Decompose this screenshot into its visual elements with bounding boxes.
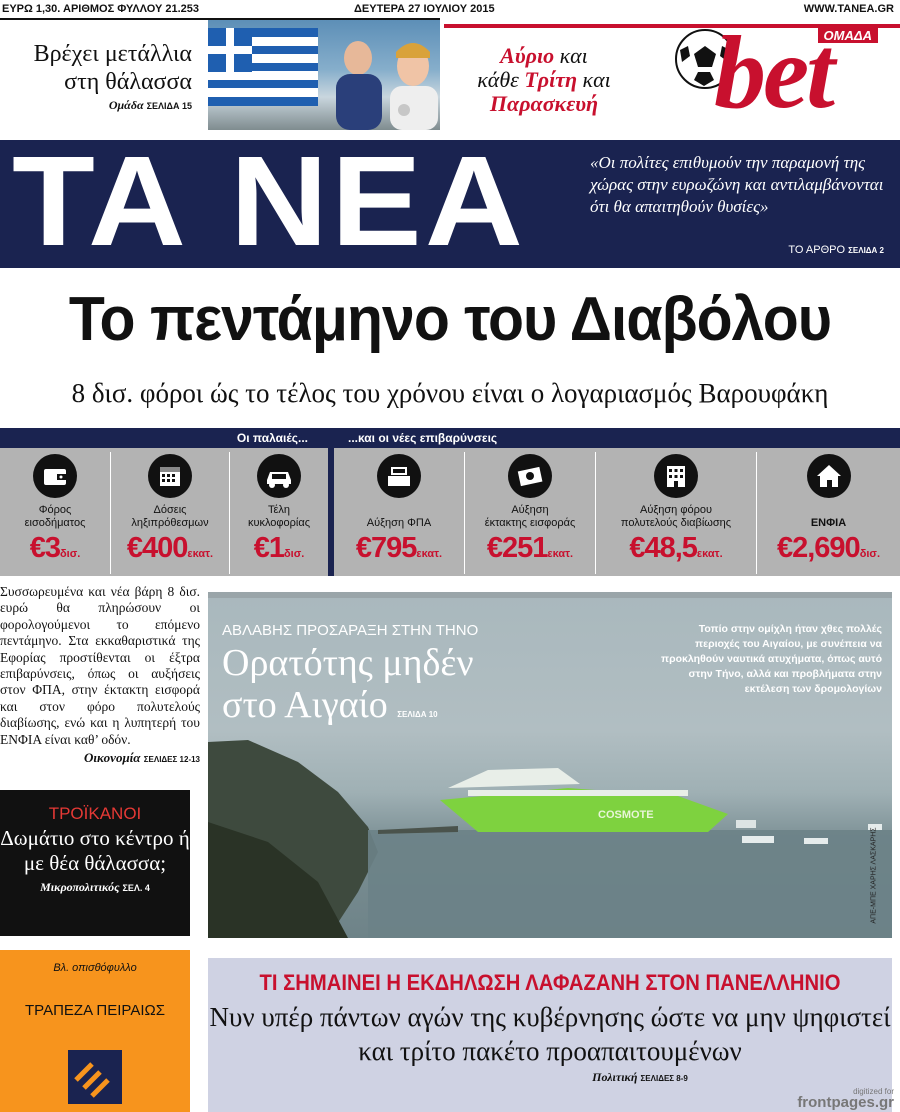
economy-source: Οικονομία ΣΕΛΙΔΕΣ 12-13	[84, 750, 200, 766]
tax-amount: €795εκατ.	[355, 532, 443, 564]
see-back-page: Βλ. οπισθόφυλλο	[53, 962, 137, 974]
politics-kicker: ΤΙ ΣΗΜΑΙΝΕΙ Η ΕΚΔΗΛΩΣΗ ΛΑΦΑΖΑΝΗ ΣΤΟΝ ΠΑΝΕΛΛΗΝΙΟ	[259, 970, 841, 995]
masthead-quote: «Οι πολίτες επιθυμούν την παραμονή της χώρας στην ευρωζώνη και αντιλαμβάνονται ότι θα απαιτηθούν θυσίες»	[590, 153, 884, 216]
wallet-icon	[33, 454, 77, 498]
tax-label: ΕΝΦΙΑ	[810, 517, 847, 529]
politics-source: Πολιτική ΣΕΛΙΔΕΣ 8-9	[592, 1070, 688, 1084]
tax-item	[757, 452, 900, 574]
photo-credit: ΑΠΕ-ΜΠΕ ΧΑΡΗΣ ΛΑΣΚΑΡΗΣ	[870, 827, 878, 924]
bank-name: ΤΡΑΠΕΖΑ ΠΕΙΡΑΙΩΣ	[25, 1002, 165, 1019]
tax-burden-panel	[0, 428, 900, 576]
building-icon	[654, 454, 698, 498]
teaser-headline-2: στη θάλασσα	[64, 69, 192, 95]
sports-teaser[interactable]	[0, 40, 200, 130]
website-link[interactable]: WWW.TANEA.GR	[803, 3, 894, 15]
teaser-headline-1: Βρέχει μετάλλια	[33, 41, 192, 67]
tax-label: Αύξηση φόρου πολυτελούς διαβίωσης	[620, 504, 732, 529]
tax-item	[596, 452, 756, 574]
bet-supplement-promo[interactable]	[444, 15, 900, 130]
tax-amount: €48,5εκατ.	[629, 532, 723, 564]
house-icon	[807, 454, 851, 498]
economy-body: Συσσωρευμένα και νέα βάρη 8 δισ. ευρώ θα πληρώσουν οι φορολογούμενοι το επόμενο πεντάμηνο. Στα εκκαθαριστικά της Εφορίας προστίθενται οι έξτρα επιβαρύνσεις, όπως οι αυξήσεις στον ΦΠΑ, στην έκτακτη εισφορά και στον φόρο πολυτελούς διαβίωσης, ενώ και η λυπητερή του ΕΝΦΙΑ είναι καθ’ οδόν.	[0, 584, 200, 747]
tax-label: Δόσεις ληξιπρόθεσμων	[131, 504, 209, 529]
bet-promo-text: Αύριο και κάθε Τρίτη και Παρασκευή	[477, 43, 611, 116]
tax-amount: €3δισ.	[29, 532, 81, 564]
tax-label: Αύξηση ΦΠΑ	[366, 517, 432, 529]
money-icon	[508, 454, 552, 498]
bet-logo	[674, 15, 900, 130]
tax-item	[0, 452, 110, 574]
photo-top-rule	[208, 592, 892, 598]
tax-amount: €251εκατ.	[486, 532, 574, 564]
tax-label: Φόρος εισοδήματος	[24, 504, 86, 529]
tax-item	[465, 452, 595, 574]
swimmers-photo	[208, 20, 440, 130]
omada-label: ΟΜΑΔΑ	[818, 28, 878, 43]
watermark: digitized for frontpages.gr	[797, 1087, 894, 1111]
tax-item	[111, 452, 229, 574]
newspaper-logo: ΤΑ ΝΕΑ	[12, 130, 527, 273]
photo-title: Ορατότης μηδέν στο Αιγαίο ΣΕΛΙΔΑ 10	[222, 642, 474, 726]
car-icon	[257, 454, 301, 498]
tax-label: Τέλη κυκλοφορίας	[247, 504, 311, 529]
fog-photo-story[interactable]	[208, 592, 892, 938]
main-headline[interactable]: Το πεντάμηνο του Διαβόλου	[68, 285, 832, 354]
troika-text: Δωμάτιο στο κέντρο ή με θέα θάλασσα;	[0, 826, 190, 875]
troika-kicker: ΤΡΟΪΚΑΝΟΙ	[48, 804, 142, 823]
main-subheadline: 8 δισ. φόροι ώς το τέλος του χρόνου είναι ο λογαριασμός Βαρουφάκη	[71, 378, 829, 408]
tax-amount: €2,690δισ.	[776, 532, 880, 564]
tax-amount: €1δισ.	[253, 532, 305, 564]
masthead	[0, 130, 900, 273]
politics-title: Νυν υπέρ πάντων αγών της κυβέρνησης ώστε να μην ψηφιστεί και τρίτο πακέτο προαπαιτουμένων	[209, 1002, 891, 1066]
greek-flag	[208, 28, 318, 106]
tax-item	[334, 452, 464, 574]
cash-register-icon	[377, 454, 421, 498]
quote-source: ΤΟ ΑΡΘΡΟ ΣΕΛΙΔΑ 2	[788, 244, 884, 256]
troika-source: Μικροπολιτικός ΣΕΛ. 4	[40, 880, 150, 894]
tax-label: Αύξηση έκτακτης εισφοράς	[484, 504, 576, 529]
old-taxes-header: Οι παλαιές...	[0, 428, 328, 448]
price-issue: ΕΥΡΩ 1,30. ΑΡΙΘΜΟΣ ΦΥΛΛΟΥ 21.253	[2, 3, 199, 15]
bank-logo-icon	[68, 1050, 122, 1104]
photo-caption: Τοπίο στην ομίχλη ήταν χθες πολλές περιοχές του Αιγαίου, με συνέπεια να προκληθούν ναυτικά ατυχήματα, όπως αυτό στην Τήνο, αλλά και προβλήματα στην εκτέλεση των δρομολογίων	[661, 623, 882, 695]
issue-date: ΔΕΥΤΕΡΑ 27 ΙΟΥΛΙΟΥ 2015	[354, 3, 495, 15]
photo-kicker: ΑΒΛΑΒΗΣ ΠΡΟΣΑΡΑΞΗ ΣΤΗΝ ΤΗΝΟ	[222, 622, 479, 639]
politics-story[interactable]	[208, 958, 892, 1112]
economy-article[interactable]	[0, 584, 200, 768]
new-taxes-header: ...και οι νέες επιβαρύνσεις	[334, 428, 900, 448]
swimmers-illustration	[208, 20, 440, 130]
bet-wordmark: bet	[714, 15, 833, 130]
troika-box[interactable]	[0, 790, 190, 936]
bank-ad[interactable]	[0, 950, 190, 1112]
tax-item	[230, 452, 328, 574]
teaser-source: Ομάδα ΣΕΛΙΔΑ 15	[108, 98, 192, 112]
tax-amount: €400εκατ.	[126, 532, 214, 564]
calendar-icon	[148, 454, 192, 498]
svg-text:COSMOTE: COSMOTE	[598, 809, 654, 821]
